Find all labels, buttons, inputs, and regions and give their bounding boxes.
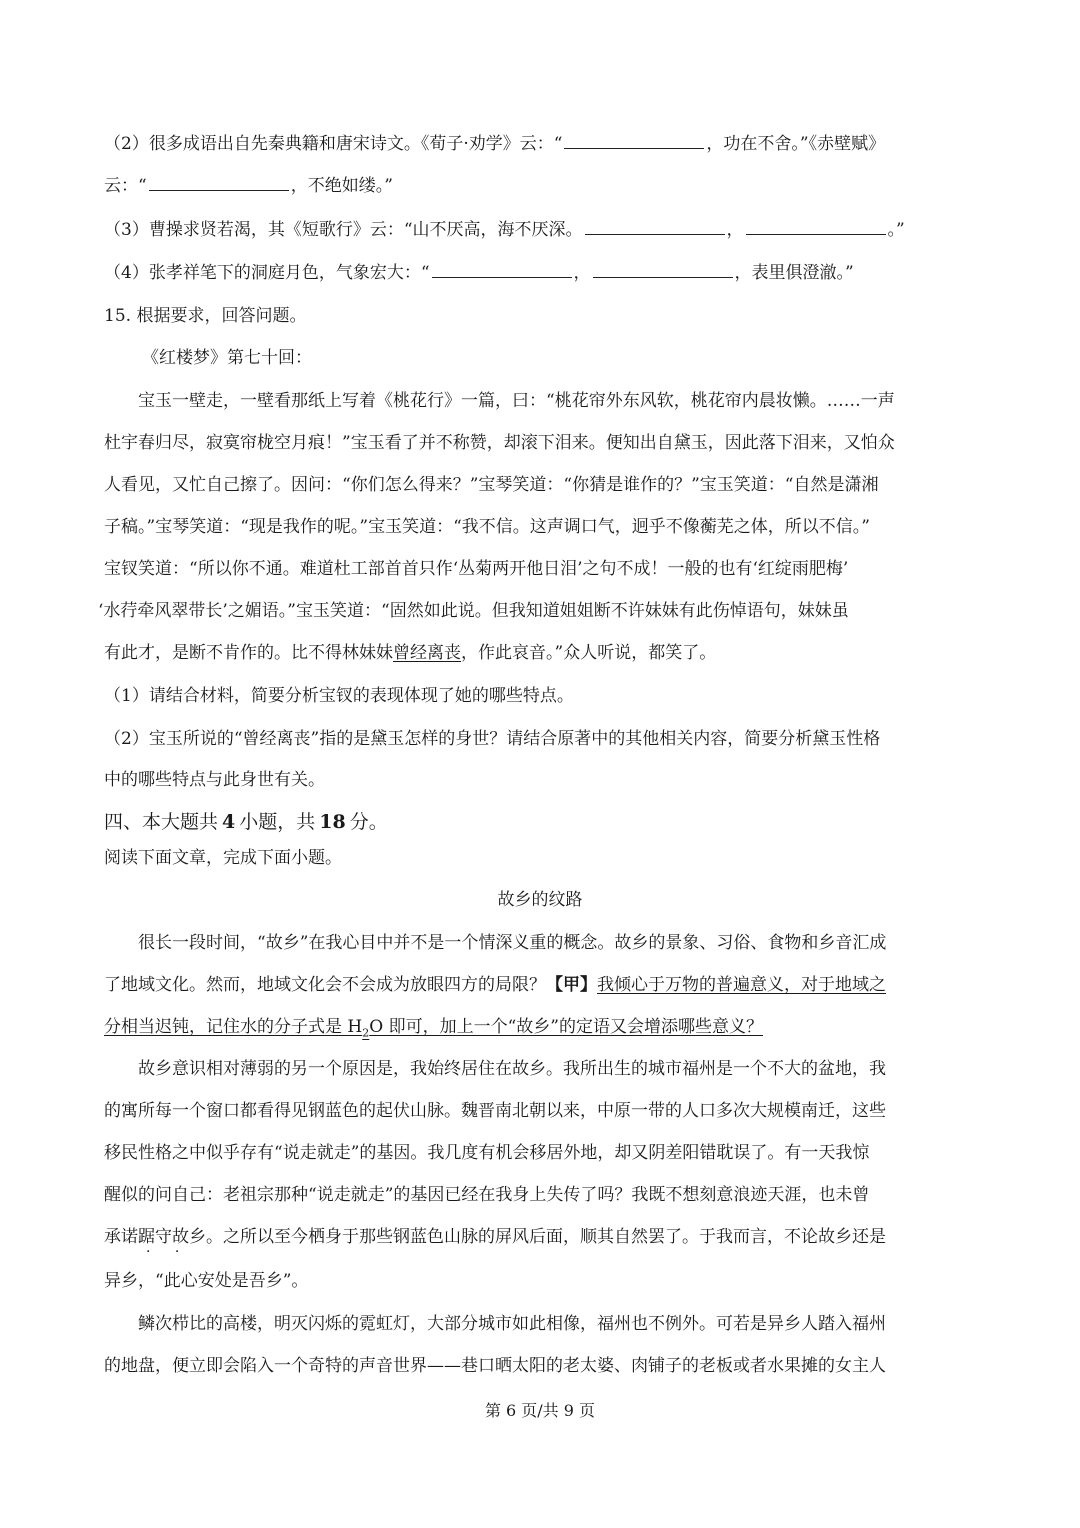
article-line: 的地盘，便立即会陷入一个奇特的声音世界——巷口晒太阳的老太婆、肉铺子的老板或者水果摊的女主人 (104, 1356, 886, 1376)
article-title: 故乡的纹路 (497, 890, 583, 910)
article-line: 醒似的问自己：老祖宗那种“说走就走”的基因已经在我身上失传了吗？我既不想刻意浪迹天涯，也未曾 (104, 1185, 870, 1205)
answer-blank[interactable] (593, 276, 733, 278)
passage-line: 人看见，又忙自己擦了。因问：“你们怎么得来？”宝琴笑道：“你猜是谁作的？”宝玉笑道：“自然是潇湘 (104, 475, 879, 495)
passage-line: 宝钗笑道：“所以你不通。难道杜工部首首只作‘丛菊两开他日泪’之句不成！一般的也有‘红绽雨肥梅’ (104, 559, 849, 579)
emphasis-dots: · · (146, 1244, 190, 1260)
passage-line: ‘水荇牵风翠带长’之媚语。”宝玉笑道：“固然如此说。但我知道姐姐断不许妹妹有此伤悼语句，妹妹虽 (98, 601, 849, 621)
article-line: 鳞次栉比的高楼，明灭闪烁的霓虹灯，大部分城市如此相像，福州也不例外。可若是异乡人踏入福州 (138, 1314, 886, 1334)
q14-item3: （3）曹操求贤若渴，其《短歌行》云：“山不厌高，海不厌深。 ， 。” (104, 220, 905, 240)
article-line: 了地域文化。然而，地域文化会不会成为放眼四方的局限？【甲】我倾心于万物的普遍意义，对于地域之 (104, 975, 886, 995)
article-line: 分相当迟钝，记住水的分子式是 $H_2O$ 即可，加上一个“故乡”的定语又会增添哪些意义？ (104, 1017, 763, 1040)
article-line: 故乡意识相对薄弱的另一个原因是，我始终居住在故乡。我所出生的城市福州是一个不大的盆地，我 (138, 1059, 886, 1079)
article-line: 很长一段时间，“故乡”在我心目中并不是一个情深义重的概念。故乡的景象、习俗、食物和乡音汇成 (138, 933, 887, 953)
page-number: 第 6 页/共 9 页 (484, 1401, 596, 1420)
q15-sub2-line2: 中的哪些特点与此身世有关。 (104, 770, 325, 790)
marker-jia: 【甲】 (546, 975, 597, 995)
passage-line: 杜宇春归尽，寂寞帘栊空月痕！”宝玉看了并不称赞，却滚下泪来。便知出自黛玉，因此落下泪来，又怕众 (104, 433, 895, 453)
passage-line: 子稿。”宝琴笑道：“现是我作的呢。”宝玉笑道：“我不信。这声调口气，迥乎不像蘅芜之体，所以不信。” (104, 517, 870, 537)
q14-item4: （4）张孝祥笔下的洞庭月色，气象宏大：“ ， ，表里俱澄澈。” (104, 263, 854, 283)
q14-item2-line1: （2）很多成语出自先秦典籍和唐宋诗文。《荀子·劝学》云：“ ，功在不舍。”《赤壁赋》 (104, 134, 886, 154)
answer-blank[interactable] (564, 147, 704, 149)
section-heading: 四、本大题共 4 小题，共 18 分。 (104, 811, 388, 833)
q15-source: 《红楼梦》第七十回： (142, 348, 312, 368)
article-line: 的寓所每一个窗口都看得见钢蓝色的起伏山脉。魏晋南北朝以来，中原一带的人口多次大规模南迁，这些 (104, 1101, 886, 1121)
answer-blank[interactable] (746, 233, 886, 235)
q15-heading: 15. 根据要求，回答问题。 (104, 306, 307, 326)
q15-sub1: （1）请结合材料，简要分析宝钗的表现体现了她的哪些特点。 (104, 686, 574, 706)
article-line: 移民性格之中似乎存有“说走就走”的基因。我几度有机会移居外地，却又阴差阳错耽误了。有一天我惊 (104, 1143, 870, 1163)
answer-blank[interactable] (585, 233, 725, 235)
q15-sub2-line1: （2）宝玉所说的“曾经离丧”指的是黛玉怎样的身世？请结合原著中的其他相关内容，简要分析黛玉性格 (104, 729, 881, 749)
passage-line-last: 有此才，是断不肯作的。比不得林妹妹曾经离丧，作此哀音。”众人听说，都笑了。 (104, 643, 717, 663)
article-line: 异乡，“此心安处是吾乡”。 (104, 1271, 309, 1291)
q14-item2-line2: 云：“ ，不绝如缕。” (104, 176, 393, 196)
answer-blank[interactable] (149, 189, 289, 191)
section-instruction: 阅读下面文章，完成下面小题。 (104, 848, 342, 868)
passage-line: 宝玉一壁走，一壁看那纸上写着《桃花行》一篇，曰：“桃花帘外东风软，桃花帘内晨妆懒。……一声 (138, 391, 895, 411)
underlined-phrase: 曾经离丧 (393, 643, 461, 663)
article-line: 承诺踞守故乡。之所以至今栖身于那些钢蓝色山脉的屏风后面，顺其自然罢了。于我而言，不论故乡还是 (104, 1227, 886, 1247)
answer-blank[interactable] (432, 276, 572, 278)
